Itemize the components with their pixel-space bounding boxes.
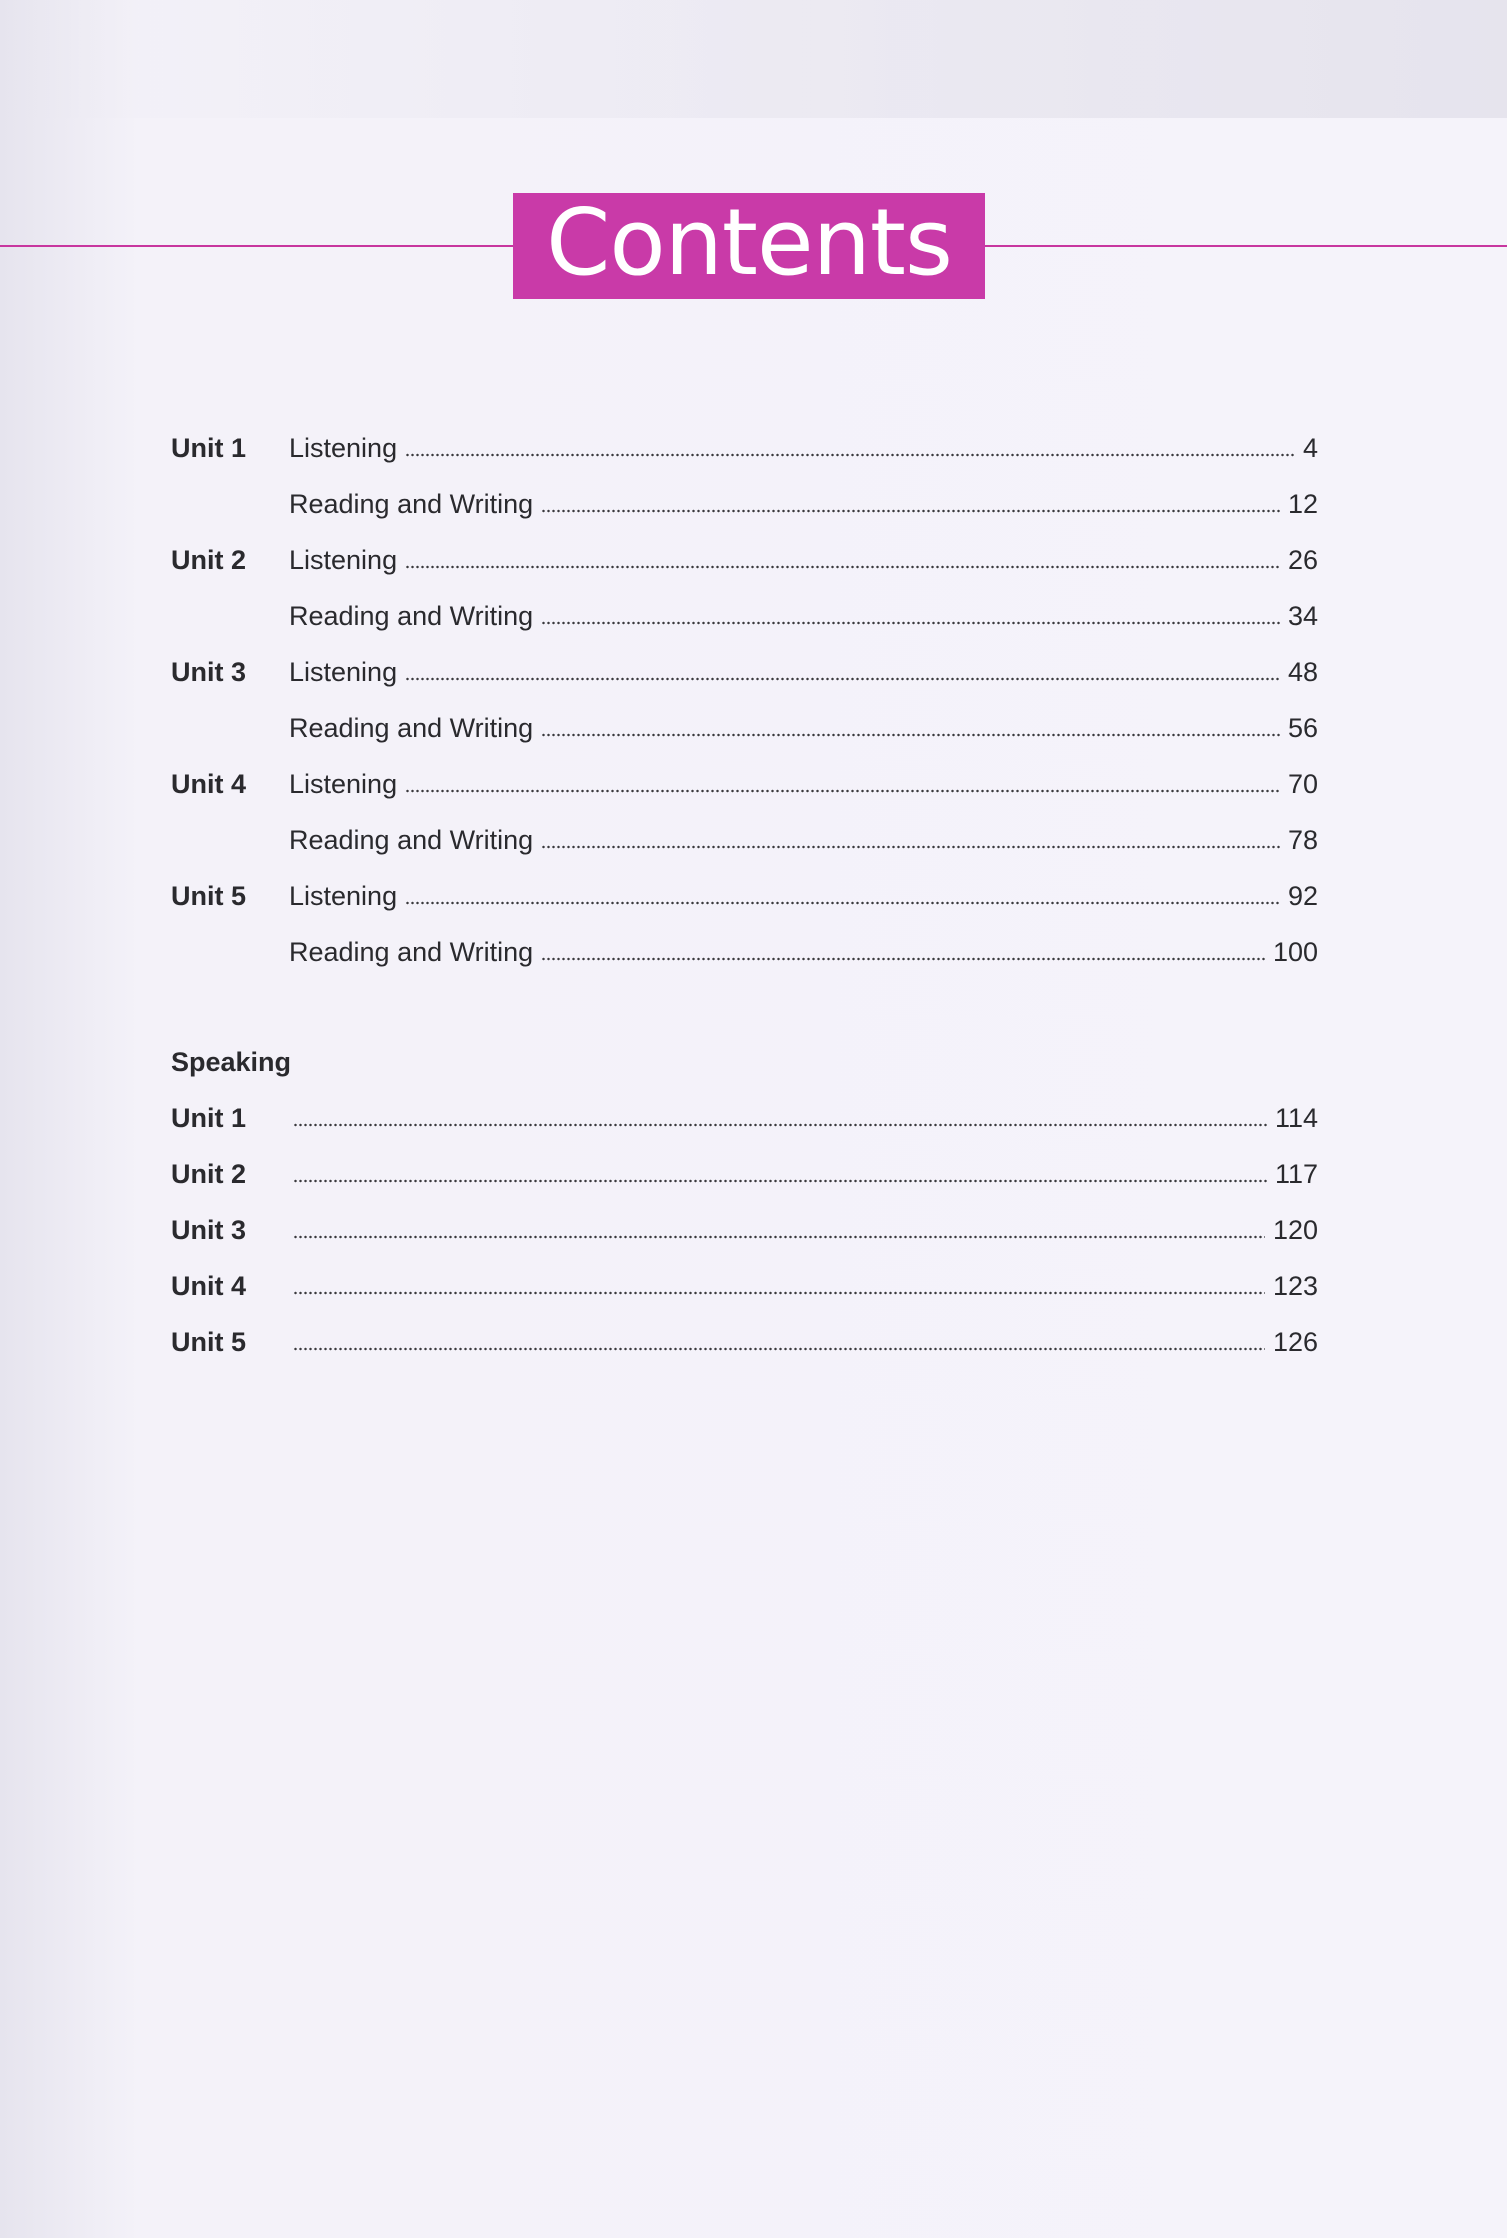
dot-leader	[541, 957, 1265, 961]
page-number: 70	[1287, 768, 1318, 799]
speaking-heading: Speaking	[171, 1046, 292, 1077]
page-number: 78	[1287, 824, 1318, 855]
dot-leader	[293, 1235, 1265, 1239]
page-number: 92	[1287, 880, 1318, 911]
unit-label: Unit 3	[171, 1214, 247, 1245]
dot-leader	[405, 901, 1280, 905]
bleed-through-header	[0, 0, 1507, 118]
toc-row[interactable]	[171, 532, 1318, 588]
page-number: 126	[1272, 1326, 1318, 1357]
toc-row[interactable]	[171, 700, 1318, 756]
dot-leader	[405, 565, 1280, 569]
page-number: 123	[1272, 1270, 1318, 1301]
page-number: 117	[1274, 1158, 1318, 1189]
unit-label: Unit 2	[171, 544, 247, 575]
entry-label: Listening	[289, 656, 398, 687]
toc-row[interactable]	[171, 868, 1318, 924]
entry-label: Listening	[289, 768, 398, 799]
unit-label: Unit 5	[171, 880, 247, 911]
toc-row[interactable]	[171, 644, 1318, 700]
title-rule-left	[0, 245, 515, 247]
contents-title-banner	[513, 189, 985, 299]
page-number: 56	[1287, 712, 1318, 743]
unit-label: Unit 2	[171, 1158, 247, 1189]
title-rule-right	[985, 245, 1507, 247]
dot-leader	[293, 1291, 1265, 1295]
toc-row[interactable]	[171, 1202, 1318, 1258]
entry-label: Listening	[289, 544, 398, 575]
dot-leader	[405, 677, 1280, 681]
page-number: 120	[1272, 1214, 1318, 1245]
dot-leader	[293, 1179, 1267, 1183]
unit-label: Unit 3	[171, 656, 247, 687]
entry-label: Reading and Writing	[289, 600, 534, 631]
page-number: 34	[1287, 600, 1318, 631]
dot-leader	[405, 789, 1280, 793]
entry-label: Reading and Writing	[289, 712, 534, 743]
unit-label: Unit 5	[171, 1326, 247, 1357]
page-number: 4	[1302, 432, 1318, 463]
dot-leader	[541, 845, 1280, 849]
toc-row[interactable]	[171, 1314, 1318, 1370]
page-number: 100	[1272, 936, 1318, 967]
entry-label: Reading and Writing	[289, 824, 534, 855]
dot-leader	[293, 1123, 1267, 1127]
dot-leader	[293, 1347, 1265, 1351]
page-number: 26	[1287, 544, 1318, 575]
table-of-contents	[171, 420, 1318, 1370]
entry-label: Listening	[289, 432, 398, 463]
toc-row[interactable]	[171, 588, 1318, 644]
toc-row[interactable]	[171, 756, 1318, 812]
dot-leader	[541, 509, 1280, 513]
unit-label: Unit 4	[171, 1270, 247, 1301]
unit-label: Unit 4	[171, 768, 247, 799]
unit-label: Unit 1	[171, 1102, 247, 1133]
toc-row[interactable]	[171, 924, 1318, 980]
dot-leader	[541, 733, 1280, 737]
speaking-section	[171, 1090, 1318, 1370]
toc-row[interactable]	[171, 1258, 1318, 1314]
entry-label: Reading and Writing	[289, 936, 534, 967]
dot-leader	[405, 453, 1295, 457]
toc-row[interactable]	[171, 1090, 1318, 1146]
toc-row[interactable]	[171, 1146, 1318, 1202]
toc-row[interactable]	[171, 420, 1318, 476]
toc-row[interactable]	[171, 476, 1318, 532]
entry-label: Listening	[289, 880, 398, 911]
page-number: 12	[1287, 488, 1318, 519]
section-spacer	[171, 980, 1318, 1034]
entry-label: Reading and Writing	[289, 488, 534, 519]
toc-row[interactable]	[171, 812, 1318, 868]
dot-leader	[541, 621, 1280, 625]
unit-label: Unit 1	[171, 432, 247, 463]
page-number: 48	[1287, 656, 1318, 687]
page-number: 114	[1274, 1102, 1318, 1133]
page-title: Contents	[546, 189, 952, 296]
